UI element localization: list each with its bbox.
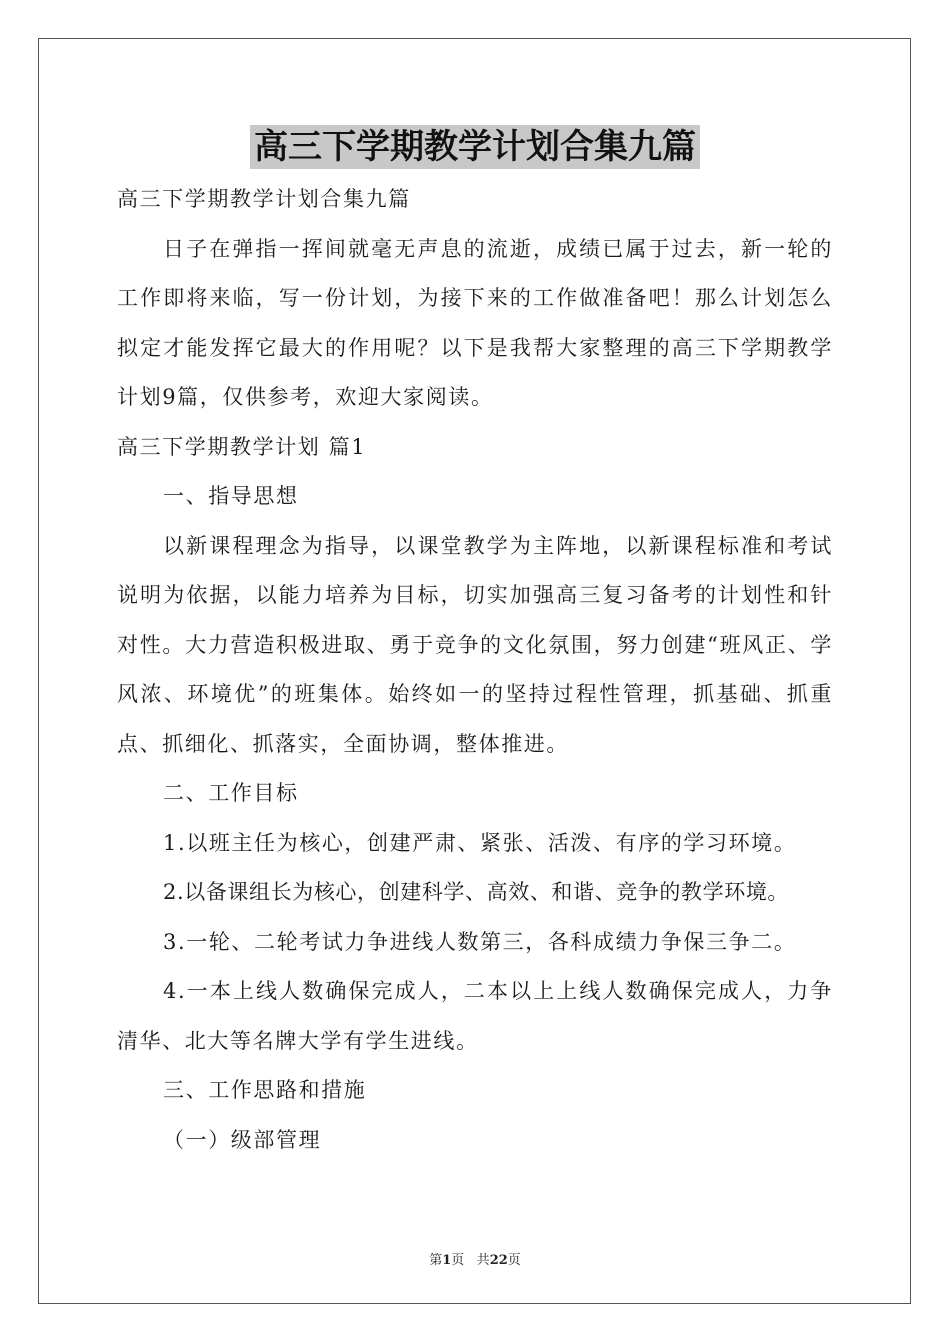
paragraph: 高三下学期教学计划合集九篇 (117, 187, 411, 211)
footer-page-number: 1 (442, 1253, 452, 1268)
title-container (0, 125, 950, 169)
footer-page-prefix: 第 (429, 1253, 443, 1268)
page-footer (0, 1249, 950, 1268)
subheading: （一）级部管理 (163, 1127, 322, 1152)
section-heading: 高三下学期教学计划 篇1 (117, 434, 367, 459)
subheading: 三、工作思路和措施 (163, 1078, 367, 1102)
footer-page-suffix: 页 (451, 1253, 465, 1268)
list-item: 2.以备课组长为核心，创建科学、高效、和谐、竞争的教学环境。 (163, 880, 790, 904)
footer-total-prefix: 共 (476, 1253, 490, 1268)
document-body (117, 175, 833, 1165)
list-item: 4.一本上线人数确保完成人，二本以上上线人数确保完成人，力争清华、北大等名牌大学有学生进线。 (117, 979, 833, 1053)
list-item: 3.一轮、二轮考试力争进线人数第三，各科成绩力争保三争二。 (163, 929, 797, 954)
subheading: 一、指导思想 (163, 484, 299, 508)
list-item: 1.以班主任为核心，创建严肃、紧张、活泼、有序的学习环境。 (163, 830, 797, 855)
paragraph: 日子在弹指一挥间就毫无声息的流逝，成绩已属于过去，新一轮的工作即将来临，写一份计划，为接下来的工作做准备吧！那么计划怎么拟定才能发挥它最大的作用呢？以下是我帮大家整理的高三下学期教学计划9篇，仅供参考，欢迎大家阅读。 (117, 236, 833, 409)
subheading: 二、工作目标 (163, 781, 299, 805)
footer-total-suffix: 页 (507, 1253, 521, 1268)
document-title: 高三下学期教学计划合集九篇 (250, 125, 700, 169)
paragraph: 以新课程理念为指导，以课堂教学为主阵地，以新课程标准和考试说明为依据，以能力培养为目标，切实加强高三复习备考的计划性和针对性。大力营造积极进取、勇于竞争的文化氛围，努力创建“班风正、学风浓、环境优”的班集体。始终如一的坚持过程性管理，抓基础、抓重点、抓细化、抓落实，全面协调，整体推进。 (117, 533, 833, 756)
footer-total-pages: 22 (489, 1253, 508, 1268)
